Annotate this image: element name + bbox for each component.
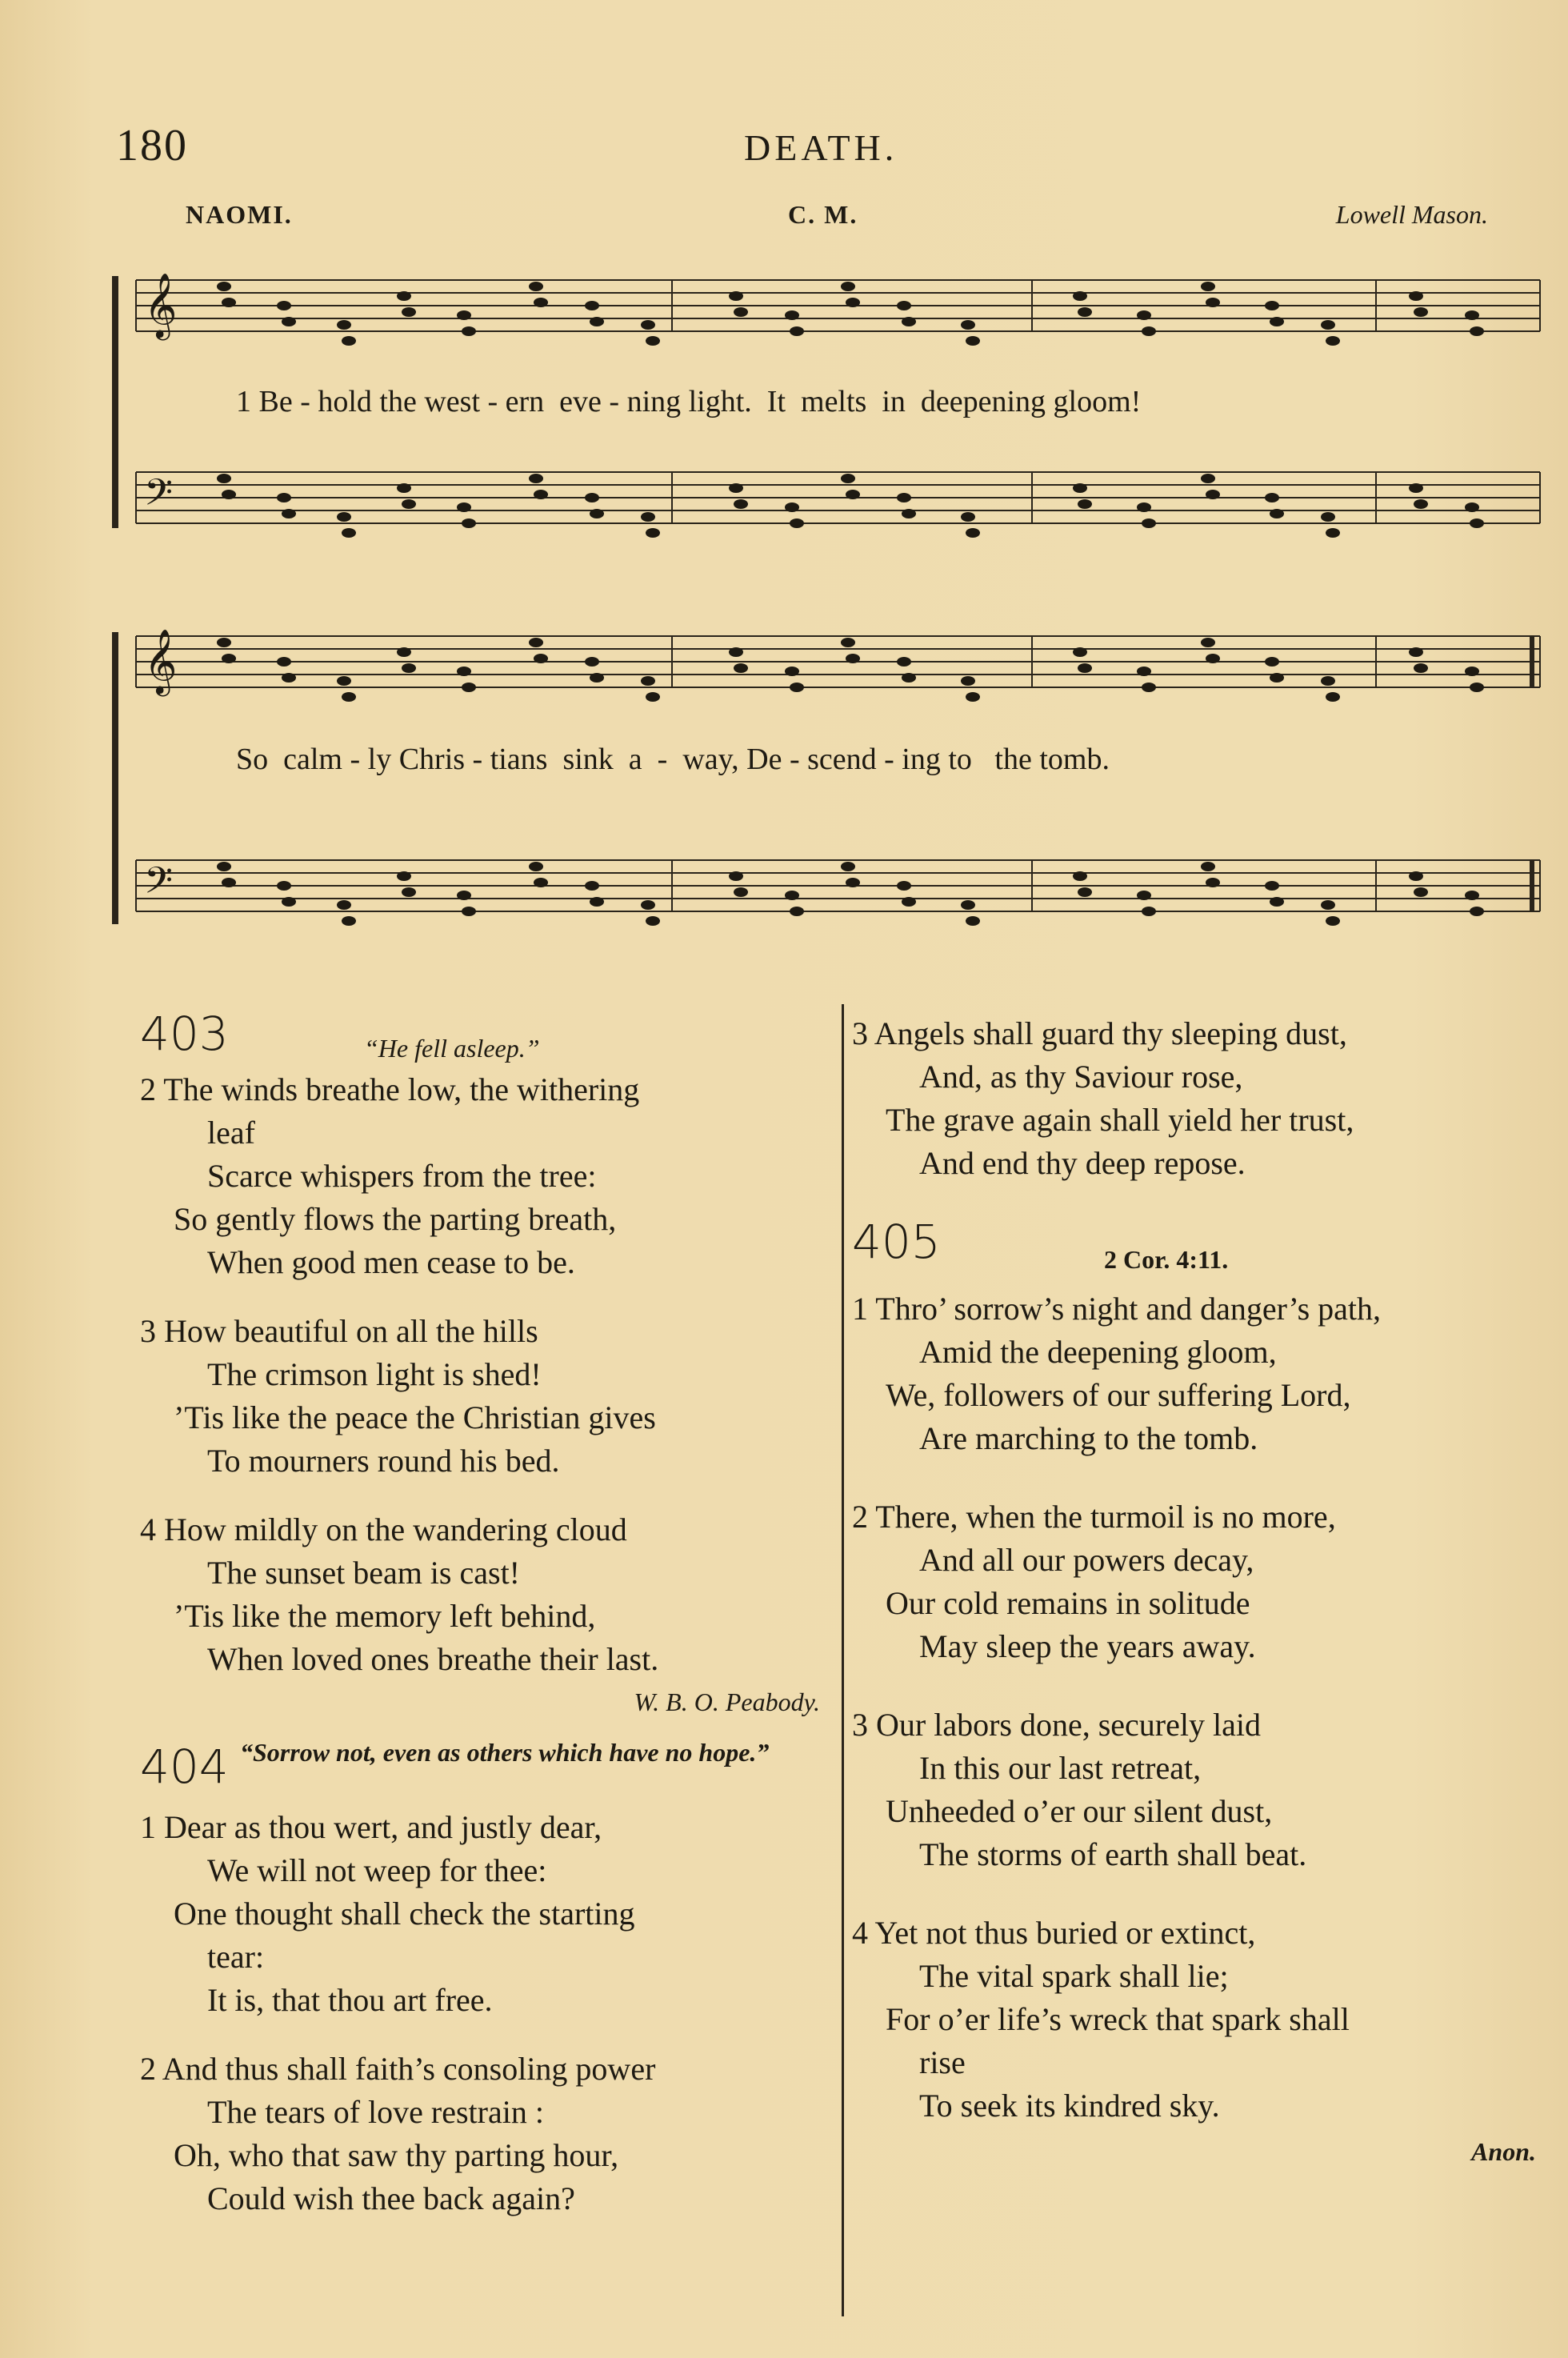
note-head (1470, 907, 1484, 916)
verse-line: 1 Thro’ sorrow’s night and danger’s path, (852, 1291, 1381, 1327)
note-head (729, 871, 743, 881)
note-head (641, 320, 655, 330)
verse-line: For o’er life’s wreck that spark shall (886, 2001, 1350, 2037)
note-head (1073, 483, 1087, 493)
note-head (585, 301, 599, 310)
note-head (590, 673, 604, 683)
note-head (646, 692, 660, 702)
note-head (841, 638, 855, 647)
note-head (1321, 512, 1335, 522)
note-head (342, 692, 356, 702)
note-head (1414, 663, 1428, 673)
note-head (1073, 871, 1087, 881)
note-head (1142, 518, 1156, 528)
note-head (646, 528, 660, 538)
note-head (1142, 907, 1156, 916)
music-system-1 (112, 256, 1544, 544)
note-head (966, 528, 980, 538)
note-head (337, 676, 351, 686)
verse-line: tear: (207, 1939, 265, 1975)
stanza (852, 1912, 1544, 2128)
verse-line: When good men cease to be. (207, 1244, 575, 1280)
stanza (140, 1508, 828, 1681)
note-head (1078, 887, 1092, 897)
verse-line: One thought shall check the starting (174, 1896, 635, 1932)
note-head (1465, 667, 1479, 676)
note-head (277, 493, 291, 502)
note-head (337, 320, 351, 330)
note-head (1414, 307, 1428, 317)
note-head (841, 282, 855, 291)
note-head (1414, 887, 1428, 897)
note-head (1265, 657, 1279, 667)
note-head (902, 897, 916, 907)
note-head (1465, 502, 1479, 512)
note-head (1073, 647, 1087, 657)
note-head (1470, 518, 1484, 528)
note-head (1078, 307, 1092, 317)
note-head (785, 310, 799, 320)
note-head (646, 336, 660, 346)
note-head (529, 474, 543, 483)
note-head (402, 887, 416, 897)
note-head (1201, 474, 1215, 483)
note-head (961, 676, 975, 686)
note-head (222, 878, 236, 887)
note-head (961, 900, 975, 910)
note-head (966, 916, 980, 926)
note-head (646, 916, 660, 926)
note-head (966, 336, 980, 346)
note-head (846, 878, 860, 887)
bass-clef-icon: 𝄢 (144, 473, 174, 522)
note-head (1321, 676, 1335, 686)
note-head (402, 499, 416, 509)
note-head (277, 657, 291, 667)
note-head (457, 667, 471, 676)
attribution: Anon. (1471, 2137, 1536, 2166)
verse-line: 2 The winds breathe low, the withering (140, 1071, 640, 1107)
note-head (1409, 647, 1423, 657)
hymn-number: 403 (140, 1007, 229, 1061)
note-head (585, 881, 599, 891)
verse-line: Our cold remains in solitude (886, 1585, 1250, 1621)
note-head (217, 474, 231, 483)
note-head (902, 509, 916, 518)
note-head (734, 499, 748, 509)
hymn-number: 405 (852, 1215, 941, 1269)
note-head (729, 483, 743, 493)
note-head (534, 490, 548, 499)
verse-line: Oh, who that saw thy parting hour, (174, 2137, 619, 2173)
note-head (1465, 310, 1479, 320)
note-head (590, 317, 604, 326)
note-head (1078, 663, 1092, 673)
note-head (897, 657, 911, 667)
verse-line: 4 Yet not thus buried or extinct, (852, 1915, 1256, 1951)
note-head (641, 900, 655, 910)
note-head (790, 518, 804, 528)
stanza (140, 1068, 828, 1284)
verse-line: ’Tis like the peace the Christian gives (174, 1399, 656, 1435)
note-head (529, 862, 543, 871)
note-head (402, 307, 416, 317)
verse-line: 3 Our labors done, securely laid (852, 1707, 1261, 1743)
note-head (897, 881, 911, 891)
treble-staff (136, 280, 1540, 346)
note-head (902, 673, 916, 683)
note-head (1201, 282, 1215, 291)
bass-staff (136, 472, 1540, 538)
left-column (140, 1007, 828, 2246)
page-number: 180 (116, 121, 188, 170)
verse-line: Amid the deepening gloom, (919, 1334, 1277, 1370)
verse-line: When loved ones breathe their last. (207, 1641, 659, 1677)
stanza (140, 1310, 828, 1483)
note-head (337, 900, 351, 910)
note-head (641, 676, 655, 686)
column-divider (842, 1004, 844, 2316)
verse-line: To mourners round his bed. (207, 1443, 560, 1479)
note-head (729, 291, 743, 301)
note-head (1414, 499, 1428, 509)
note-head (902, 317, 916, 326)
verse-line: In this our last retreat, (919, 1750, 1202, 1786)
note-head (457, 502, 471, 512)
stanza (852, 1703, 1544, 1876)
note-head (222, 490, 236, 499)
note-head (282, 897, 296, 907)
hymn-title: 2 Cor. 4:11. (1104, 1245, 1229, 1274)
note-head (585, 493, 599, 502)
note-head (785, 891, 799, 900)
note-head (1206, 298, 1220, 307)
verse-line: 2 And thus shall faith’s consoling power (140, 2051, 656, 2087)
note-head (1470, 326, 1484, 336)
verse-line: The storms of earth shall beat. (919, 1836, 1307, 1872)
note-head (1465, 891, 1479, 900)
note-head (846, 490, 860, 499)
verse-line: And, as thy Saviour rose, (919, 1059, 1243, 1095)
note-head (457, 310, 471, 320)
verse-line: 3 How beautiful on all the hills (140, 1313, 538, 1349)
note-head (1409, 871, 1423, 881)
note-head (534, 654, 548, 663)
note-head (1265, 493, 1279, 502)
note-head (397, 871, 411, 881)
stanza (852, 1287, 1544, 1460)
verse-line: 1 Dear as thou wert, and justly dear, (140, 1809, 602, 1845)
note-head (841, 474, 855, 483)
note-head (961, 512, 975, 522)
verse-line: The grave again shall yield her trust, (886, 1102, 1354, 1138)
note-head (585, 657, 599, 667)
lyrics-line-2: So calm - ly Chris - tians sink a - way, De - scend - ing to the tomb. (236, 743, 1110, 776)
verse-line: 4 How mildly on the wandering cloud (140, 1511, 627, 1547)
note-head (534, 878, 548, 887)
note-head (1321, 320, 1335, 330)
note-head (529, 638, 543, 647)
hymn-405-header (852, 1215, 1544, 1287)
note-head (1201, 862, 1215, 871)
verse-line: The vital spark shall lie; (919, 1958, 1229, 1994)
stanza (852, 1012, 1544, 1185)
verse-line: The crimson light is shed! (207, 1356, 542, 1392)
note-head (590, 509, 604, 518)
hymn-title: “He fell asleep.” (364, 1034, 540, 1063)
note-head (462, 518, 476, 528)
hymn-number: 404 (140, 1739, 229, 1794)
note-head (1409, 483, 1423, 493)
note-head (1265, 881, 1279, 891)
hymn-404-header (140, 1729, 828, 1806)
verse-line: The sunset beam is cast! (207, 1555, 520, 1591)
note-head (846, 654, 860, 663)
note-head (342, 916, 356, 926)
music-system-2 (112, 604, 1544, 940)
tune-composer: Lowell Mason. (1335, 200, 1488, 229)
note-head (217, 282, 231, 291)
note-head (790, 326, 804, 336)
note-head (342, 528, 356, 538)
note-head (222, 298, 236, 307)
note-head (342, 336, 356, 346)
note-head (1073, 291, 1087, 301)
note-head (790, 683, 804, 692)
attribution: W. B. O. Peabody. (634, 1687, 820, 1716)
note-head (966, 692, 980, 702)
note-head (1206, 654, 1220, 663)
note-head (1326, 336, 1340, 346)
note-head (462, 683, 476, 692)
stanza (140, 2048, 828, 2220)
verse-line: Are marching to the tomb. (919, 1420, 1258, 1456)
verse-line: To seek its kindred sky. (919, 2088, 1220, 2124)
note-head (1206, 490, 1220, 499)
verse-line: Scarce whispers from the tree: (207, 1158, 597, 1194)
hymn-title: “Sorrow not, even as others which have no hope.” (240, 1738, 770, 1767)
verse-line: We will not weep for thee: (207, 1852, 547, 1888)
note-head (785, 667, 799, 676)
note-head (217, 638, 231, 647)
verse-line: May sleep the years away. (919, 1628, 1256, 1664)
treble-clef-icon: 𝄞 (144, 631, 178, 693)
treble-clef-icon: 𝄞 (144, 275, 178, 337)
note-head (1206, 878, 1220, 887)
verse-line: Unheeded o’er our silent dust, (886, 1793, 1273, 1829)
note-head (1201, 638, 1215, 647)
note-head (397, 483, 411, 493)
note-head (1326, 528, 1340, 538)
note-head (1142, 683, 1156, 692)
note-head (897, 493, 911, 502)
note-head (1137, 891, 1151, 900)
note-head (590, 897, 604, 907)
note-head (961, 320, 975, 330)
note-head (1270, 317, 1284, 326)
stanza (852, 1495, 1544, 1668)
note-head (1409, 291, 1423, 301)
note-head (1326, 692, 1340, 702)
verse-line: Could wish thee back again? (207, 2180, 575, 2216)
note-head (1137, 667, 1151, 676)
note-head (457, 891, 471, 900)
note-head (277, 881, 291, 891)
note-head (217, 862, 231, 871)
note-head (282, 509, 296, 518)
verse-line: And all our powers decay, (919, 1542, 1254, 1578)
note-head (534, 298, 548, 307)
lyrics-line-1: 1 Be - hold the west - ern eve - ning light. It melts in deepening gloom! (236, 385, 1142, 418)
note-head (1270, 897, 1284, 907)
verse-line: It is, that thou art free. (207, 1982, 493, 2018)
tune-name: NAOMI. (186, 200, 293, 229)
note-head (1321, 900, 1335, 910)
verse-line: The tears of love restrain : (207, 2094, 544, 2130)
note-head (785, 502, 799, 512)
note-head (846, 298, 860, 307)
verse-line: rise (919, 2044, 966, 2080)
note-head (1265, 301, 1279, 310)
note-head (462, 907, 476, 916)
hymn-403-header (140, 1007, 828, 1068)
note-head (1137, 502, 1151, 512)
verse-line: 2 There, when the turmoil is no more, (852, 1499, 1336, 1535)
bass-clef-icon: 𝄢 (144, 861, 174, 911)
treble-staff (136, 636, 1540, 702)
note-head (734, 887, 748, 897)
note-head (282, 317, 296, 326)
verse-line: 3 Angels shall guard thy sleeping dust, (852, 1015, 1347, 1051)
note-head (397, 647, 411, 657)
verse-line: We, followers of our suffering Lord, (886, 1377, 1351, 1413)
bass-staff (136, 860, 1540, 926)
note-head (841, 862, 855, 871)
right-column (852, 1015, 1544, 2168)
verse-line: And end thy deep repose. (919, 1145, 1246, 1181)
verse-line: So gently flows the parting breath, (174, 1201, 617, 1237)
note-head (1326, 916, 1340, 926)
verse-line: ’Tis like the memory left behind, (174, 1598, 596, 1634)
note-head (1270, 509, 1284, 518)
note-head (282, 673, 296, 683)
note-head (277, 301, 291, 310)
note-head (641, 512, 655, 522)
note-head (897, 301, 911, 310)
note-head (734, 307, 748, 317)
verse-line: leaf (207, 1115, 255, 1151)
note-head (462, 326, 476, 336)
note-head (397, 291, 411, 301)
note-head (1078, 499, 1092, 509)
tune-meter: C. M. (788, 200, 858, 229)
note-head (529, 282, 543, 291)
note-head (734, 663, 748, 673)
note-head (790, 907, 804, 916)
note-head (222, 654, 236, 663)
section-title: DEATH. (744, 127, 898, 168)
note-head (337, 512, 351, 522)
note-head (1470, 683, 1484, 692)
note-head (729, 647, 743, 657)
note-head (1142, 326, 1156, 336)
note-head (402, 663, 416, 673)
note-head (1137, 310, 1151, 320)
stanza (140, 1806, 828, 2022)
note-head (1270, 673, 1284, 683)
